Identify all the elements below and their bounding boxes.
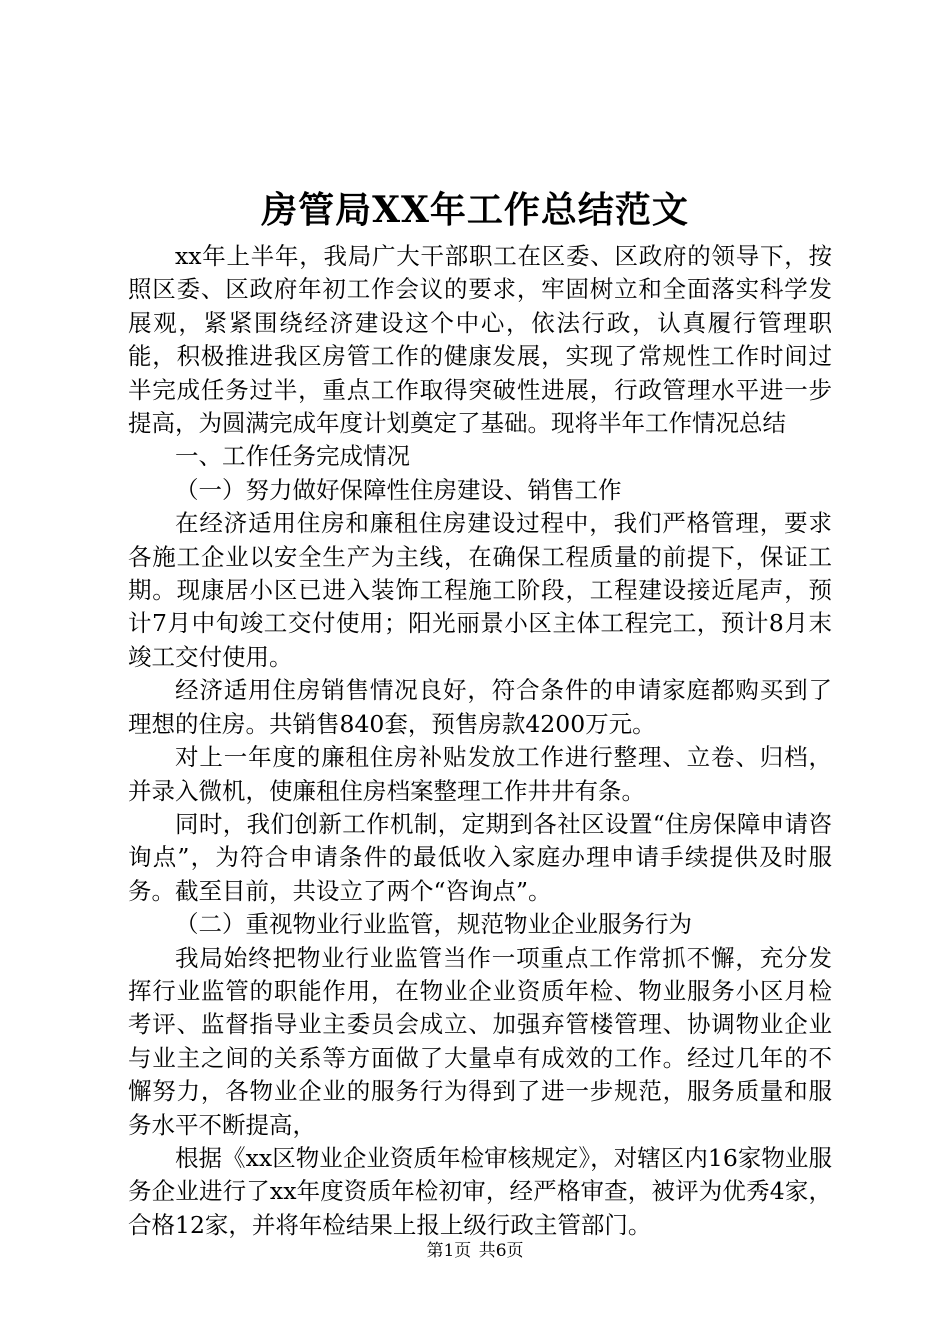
document-title: 房管局XX年工作总结范文 (261, 189, 689, 231)
paragraph-consultation: 同时，我们创新工作机制，定期到各社区设置“住房保障申请咨询点”，为符合申请条件的最低收入家庭办理申请手续提供及时服务。截至目前，共设立了两个“咨询点”。 (128, 809, 832, 905)
page-number: 第1页 (426, 1241, 472, 1261)
paragraph-inspection: 根据《xx区物业企业资质年检审核规定》，对辖区内16家物业服务企业进行了xx年度资质年检初审，经严格审查，被评为优秀4家，合格12家，并将年检结果上报上级行政主管部门。 (128, 1143, 832, 1239)
paragraph-construction: 在经济适用住房和廉租住房建设过程中，我们严格管理，要求各施工企业以安全生产为主线，在确保工程质量的前提下，保证工期。现康居小区已进入装饰工程施工阶段，工程建设接近尾声，预计7月中旬竣工交付使用；阳光丽景小区主体工程完工，预计8月末竣工交付使用。 (128, 509, 832, 671)
subsection-heading-2: （二）重视物业行业监管，规范物业企业服务行为 (175, 910, 692, 939)
paragraph-supervision: 我局始终把物业行业监管当作一项重点工作常抓不懈，充分发挥行业监管的职能作用，在物业企业资质年检、物业服务小区月检考评、监督指导业主委员会成立、加强弃管楼管理、协调物业企业与业主之间的关系等方面做了大量卓有成效的工作。经过几年的不懈努力，各物业企业的服务行为得到了进一步规范，服务质量和服务水平不断提高， (128, 943, 832, 1139)
document-body (128, 240, 832, 1242)
paragraph-archive: 对上一年度的廉租住房补贴发放工作进行整理、立卷、归档，并录入微机，使廉租住房档案整理工作井井有条。 (128, 743, 832, 805)
subsection-heading-1: （一）努力做好保障性住房建设、销售工作 (175, 475, 622, 504)
page-total: 共6页 (478, 1241, 524, 1261)
page-footer (0, 1240, 950, 1262)
paragraph-sales: 经济适用住房销售情况良好，符合条件的申请家庭都购买到了理想的住房。共销售840套，预售房款4200万元。 (128, 676, 832, 738)
paragraph-intro: xx年上半年，我局广大干部职工在区委、区政府的领导下，按照区委、区政府年初工作会议的要求，牢固树立和全面落实科学发展观，紧紧围绕经济建设这个中心，依法行政，认真履行管理职能，积极推进我区房管工作的健康发展，实现了常规性工作时间过半完成任务过半，重点工作取得突破性进展，行政管理水平进一步提高，为圆满完成年度计划奠定了基础。现将半年工作情况总结 (128, 242, 832, 438)
section-heading-1: 一、工作任务完成情况 (175, 442, 410, 471)
